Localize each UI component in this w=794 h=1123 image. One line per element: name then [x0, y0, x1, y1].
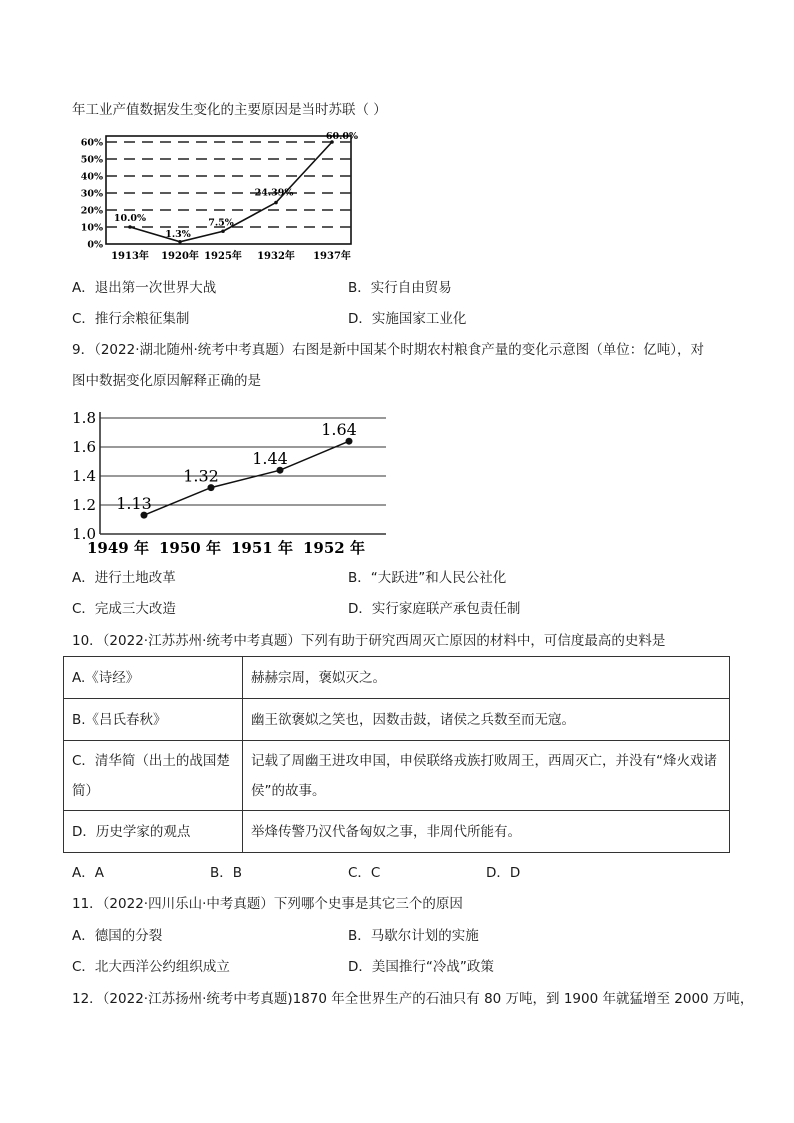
q9-option-c[interactable]: C．完成三大改造: [72, 601, 176, 617]
q10-option-b[interactable]: B．B: [210, 865, 243, 881]
source-cell: C．清华简（出土的战国楚简）: [64, 741, 243, 811]
table-row: [64, 699, 730, 741]
q8-option-a[interactable]: A．退出第一次世界大战: [72, 280, 217, 296]
y-tick-label: 1.4: [72, 467, 96, 485]
x-tick-label: 1950 年: [159, 539, 221, 557]
data-point: [274, 201, 278, 205]
source-cell: D．历史学家的观点: [64, 811, 243, 853]
q8-option-b[interactable]: B．实行自由贸易: [348, 280, 452, 296]
content-cell: 举烽传警乃汉代备匈奴之事，非周代所能有。: [243, 811, 730, 853]
x-tick-label: 1925年: [204, 251, 242, 262]
data-label: 1.32: [183, 466, 219, 486]
q11-option-a[interactable]: A．德国的分裂: [72, 928, 163, 944]
data-label: 1.13: [116, 494, 152, 514]
x-tick-label: 1937年: [313, 251, 351, 262]
q9-option-a[interactable]: A．进行土地改革: [72, 570, 176, 586]
x-tick-label: 1952 年: [303, 539, 365, 557]
y-tick-label: 20%: [80, 205, 103, 217]
soviet-industry-chart: [70, 128, 360, 270]
q9-option-b[interactable]: B．“大跃进”和人民公社化: [348, 570, 507, 586]
q10-stem: 10．（2022·江苏苏州·统考中考真题）下列有助于研究西周灭亡原因的材料中，可信度最高的史料是: [72, 633, 666, 649]
x-tick-label: 1920年: [161, 251, 199, 262]
x-tick-label: 1951 年: [231, 539, 293, 557]
series-line: [144, 441, 349, 515]
data-label: 1.64: [321, 420, 357, 440]
x-tick-label: 1949 年: [87, 539, 149, 557]
content-cell: 赫赫宗周，褒姒灭之。: [243, 657, 730, 699]
data-point: [221, 229, 225, 233]
q11-option-c[interactable]: C．北大西洋公约组织成立: [72, 959, 230, 975]
y-tick-label: 0%: [87, 239, 103, 251]
q12-stem: 12．（2022·江苏扬州·统考中考真题)1870 年全世界生产的石油只有 80 万吨，到 1900 年就猛增至 2000 万吨，: [72, 991, 754, 1007]
source-cell: B.《吕氏春秋》: [64, 699, 243, 741]
grain-output-chart: [72, 402, 390, 560]
data-label: 24.39%: [254, 187, 294, 199]
y-tick-label: 1.0: [72, 525, 96, 543]
y-tick-label: 1.6: [72, 438, 96, 456]
q8-stem-tail: 年工业产值数据发生变化的主要原因是当时苏联（ ）: [72, 102, 387, 118]
x-tick-label: 1913年: [111, 251, 149, 262]
data-point: [128, 225, 132, 229]
content-cell: 幽王欲褒姒之笑也，因数击鼓，诸侯之兵数至而无寇。: [243, 699, 730, 741]
y-tick-label: 50%: [80, 154, 103, 166]
content-cell: 记载了周幽王进攻申国，申侯联络戎族打败周王，西周灭亡，并没有“烽火戏诸侯”的故事。: [243, 741, 730, 811]
q8-option-d[interactable]: D．实施国家工业化: [348, 311, 467, 327]
data-label: 7.5%: [208, 217, 234, 229]
data-label: 1.44: [252, 449, 288, 469]
data-label: 60.0%: [325, 131, 359, 142]
q9-option-d[interactable]: D．实行家庭联产承包责任制: [348, 601, 521, 617]
table-row: [64, 657, 730, 699]
historical-sources-table: [63, 656, 730, 853]
q8-option-c[interactable]: C．推行余粮征集制: [72, 311, 190, 327]
q11-option-b[interactable]: B．马歇尔计划的实施: [348, 928, 479, 944]
y-tick-label: 1.2: [72, 496, 96, 514]
x-tick-label: 1932年: [257, 251, 295, 262]
data-point: [178, 240, 182, 244]
q11-stem: 11．（2022·四川乐山·中考真题）下列哪个史事是其它三个的原因: [72, 896, 463, 912]
q10-option-d[interactable]: D．D: [486, 865, 521, 881]
data-label: 1.3%: [165, 228, 191, 240]
y-tick-label: 30%: [80, 188, 103, 200]
q10-option-a[interactable]: A．A: [72, 865, 104, 881]
q10-option-c[interactable]: C．C: [348, 865, 381, 881]
q9-stem-line1: 9．（2022·湖北随州·统考中考真题）右图是新中国某个时期农村粮食产量的变化示意图（单位：亿吨），对: [72, 342, 705, 358]
table-row: [64, 811, 730, 853]
q9-stem-line2: 图中数据变化原因解释正确的是: [72, 373, 261, 389]
q11-option-d[interactable]: D．美国推行“冷战”政策: [348, 959, 494, 975]
data-label: 10.0%: [113, 213, 147, 224]
source-cell: A.《诗经》: [64, 657, 243, 699]
y-tick-label: 40%: [80, 171, 103, 183]
table-row: [64, 741, 730, 811]
y-tick-label: 10%: [80, 222, 103, 234]
y-tick-label: 1.8: [72, 409, 96, 427]
y-tick-label: 60%: [80, 137, 103, 149]
